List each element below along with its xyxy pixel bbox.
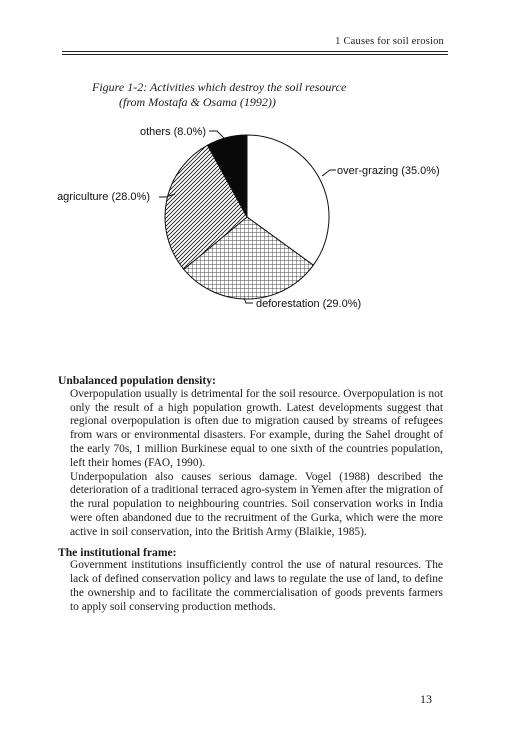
figure-caption-line2: (from Mostafa & Osama (1992)) bbox=[119, 95, 276, 109]
pie-label: agriculture (28.0%) bbox=[57, 191, 150, 203]
running-head: 1 Causes for soil erosion bbox=[335, 36, 444, 47]
page-number: 13 bbox=[420, 692, 432, 706]
pie-chart bbox=[0, 0, 530, 360]
body-text bbox=[58, 374, 443, 615]
pie-label: others (8.0%) bbox=[139, 126, 206, 138]
pie-leader-line bbox=[322, 170, 336, 176]
pie-label: over-grazing (35.0%) bbox=[337, 165, 440, 177]
section-heading: Unbalanced population density: bbox=[58, 374, 216, 387]
section-institutional bbox=[58, 546, 443, 615]
paragraph: Overpopulation usually is detrimental for the soil resource. Overpopulation is not only the result of a high population growth. Latest developments suggest that regional overpopulation is often due to migration caused by streams of refugees from wars or environmental disasters. For example, during the Sahel drought of the early 70s, 1 million Burkinese equal to one sixth of the countries population, left their homes (FAO, 1990). bbox=[70, 387, 443, 469]
section-population bbox=[58, 374, 443, 540]
paragraph: Underpopulation also causes serious damage. Vogel (1988) described the deterioration of a traditional terraced agro-system in Yemen after the migration of the rural population to neighbouring countries. Soil conservation works in India were often abandoned due to the recruitment of the Gurka, which were the more active in soil conservation, into the British Army (Blaikie, 1985). bbox=[70, 470, 443, 538]
pie-label: deforestation (29.0%) bbox=[256, 298, 362, 310]
paragraph: Government institutions insufficiently control the use of natural resources. The lack of defined conservation policy and laws to regulate the use of land, to define the ownership and to facilitate the commercialisation of goods prevents farmers to apply soil conserving production methods. bbox=[70, 559, 443, 613]
section-heading: The institutional frame: bbox=[58, 545, 177, 559]
figure-caption-line1: Figure 1-2: Activities which destroy the soil resource bbox=[92, 80, 347, 94]
